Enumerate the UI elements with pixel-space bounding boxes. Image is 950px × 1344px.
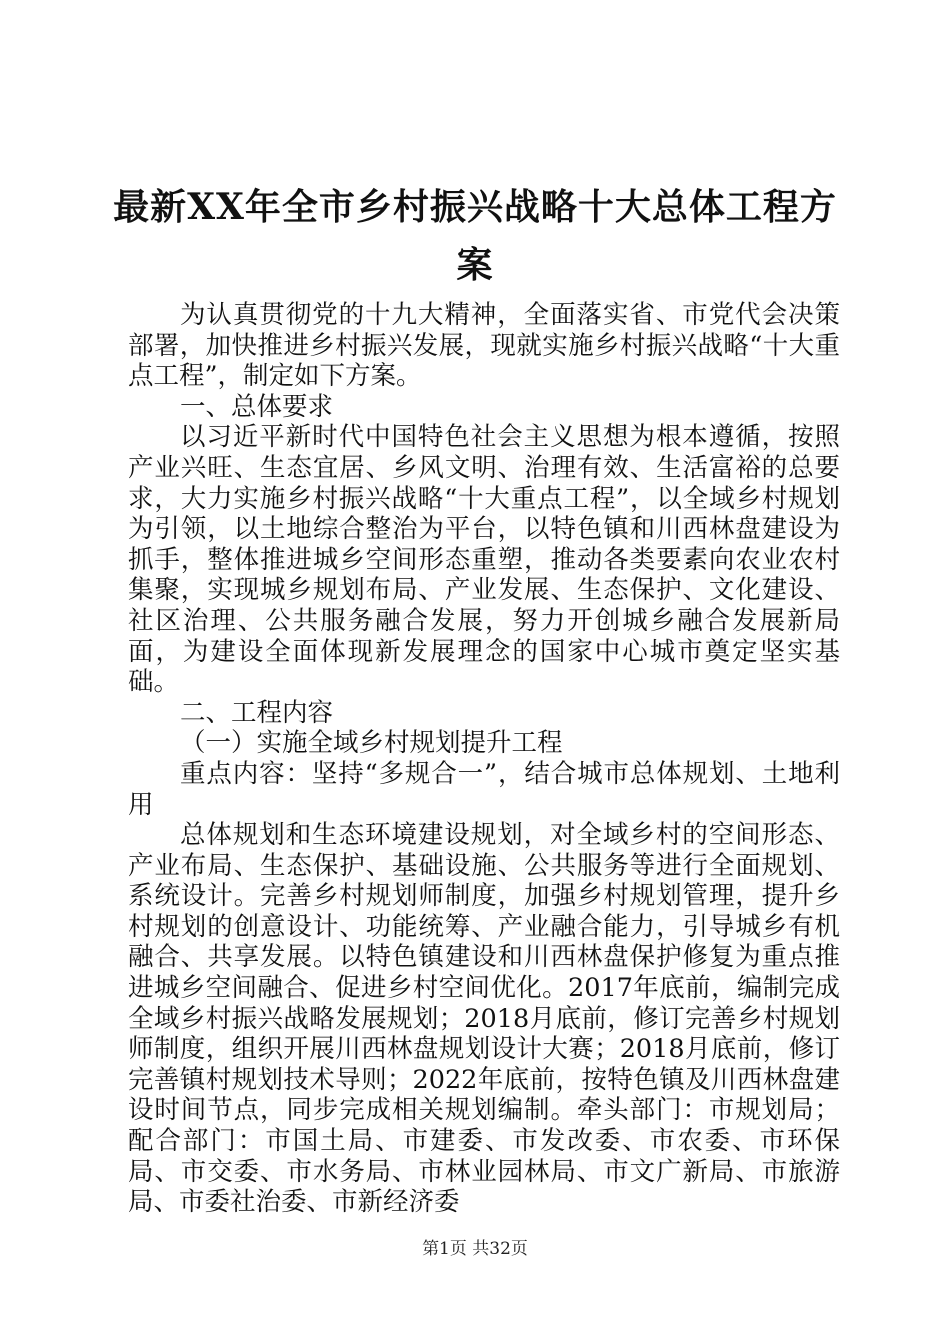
section-heading-project-content: 二、工程内容: [180, 697, 334, 728]
planning-detail-paragraph: 总体规划和生态环境建设规划，对全域乡村的空间形态、产业布局、生态保护、基础设施、公共服务等进行全面规划、系统设计。完善乡村规划师制度，加强乡村规划管理，提升乡村规划的创意设计、功能统筹、产业融合能力，引导城乡有机融合、共享发展。以特色镇建设和川西林盘保护修复为重点推进城乡空间融合、促进乡村空间优化。2017年底前，编制完成全域乡村振兴战略发展规划；2018月底前，修订完善乡村规划师制度，组织开展川西林盘规划设计大赛；2018月底前，修订完善镇村规划技术导则；2022年底前，按特色镇及川西林盘建设时间节点，同步完成相关规划编制。牵头部门：市规划局；配合部门：市国土局、市建委、市发改委、市农委、市环保局、市交委、市水务局、市林业园林局、市文广新局、市旅游局、市委社治委、市新经济委: [128, 820, 840, 1218]
page-number-footer: 第1页 共32页: [422, 1239, 528, 1259]
document-title: 最新XX年全市乡村振兴战略十大总体工程方案: [113, 186, 837, 286]
key-content-paragraph: 重点内容：坚持“多规合一”，结合城市总体规划、土地利用: [128, 758, 840, 820]
subsection-heading-planning: （一）实施全域乡村规划提升工程: [180, 728, 563, 759]
section-heading-general-requirements: 一、总体要求: [180, 391, 334, 422]
intro-paragraph: 为认真贯彻党的十九大精神，全面落实省、市党代会决策部署，加快推进乡村振兴发展，现就实施乡村振兴战略“十大重点工程”，制定如下方案。: [128, 300, 840, 392]
general-requirements-paragraph: 以习近平新时代中国特色社会主义思想为根本遵循，按照产业兴旺、生态宜居、乡风文明、治理有效、生活富裕的总要求，大力实施乡村振兴战略“十大重点工程”，以全域乡村规划为引领，以土地综合整治为平台，以特色镇和川西林盘建设为抓手，整体推进城乡空间形态重塑，推动各类要素向农业农村集聚，实现城乡规划布局、产业发展、生态保护、文化建设、社区治理、公共服务融合发展，努力开创城乡融合发展新局面，为建设全面体现新发展理念的国家中心城市奠定坚实基础。: [128, 422, 840, 698]
document-body: [128, 300, 840, 1218]
